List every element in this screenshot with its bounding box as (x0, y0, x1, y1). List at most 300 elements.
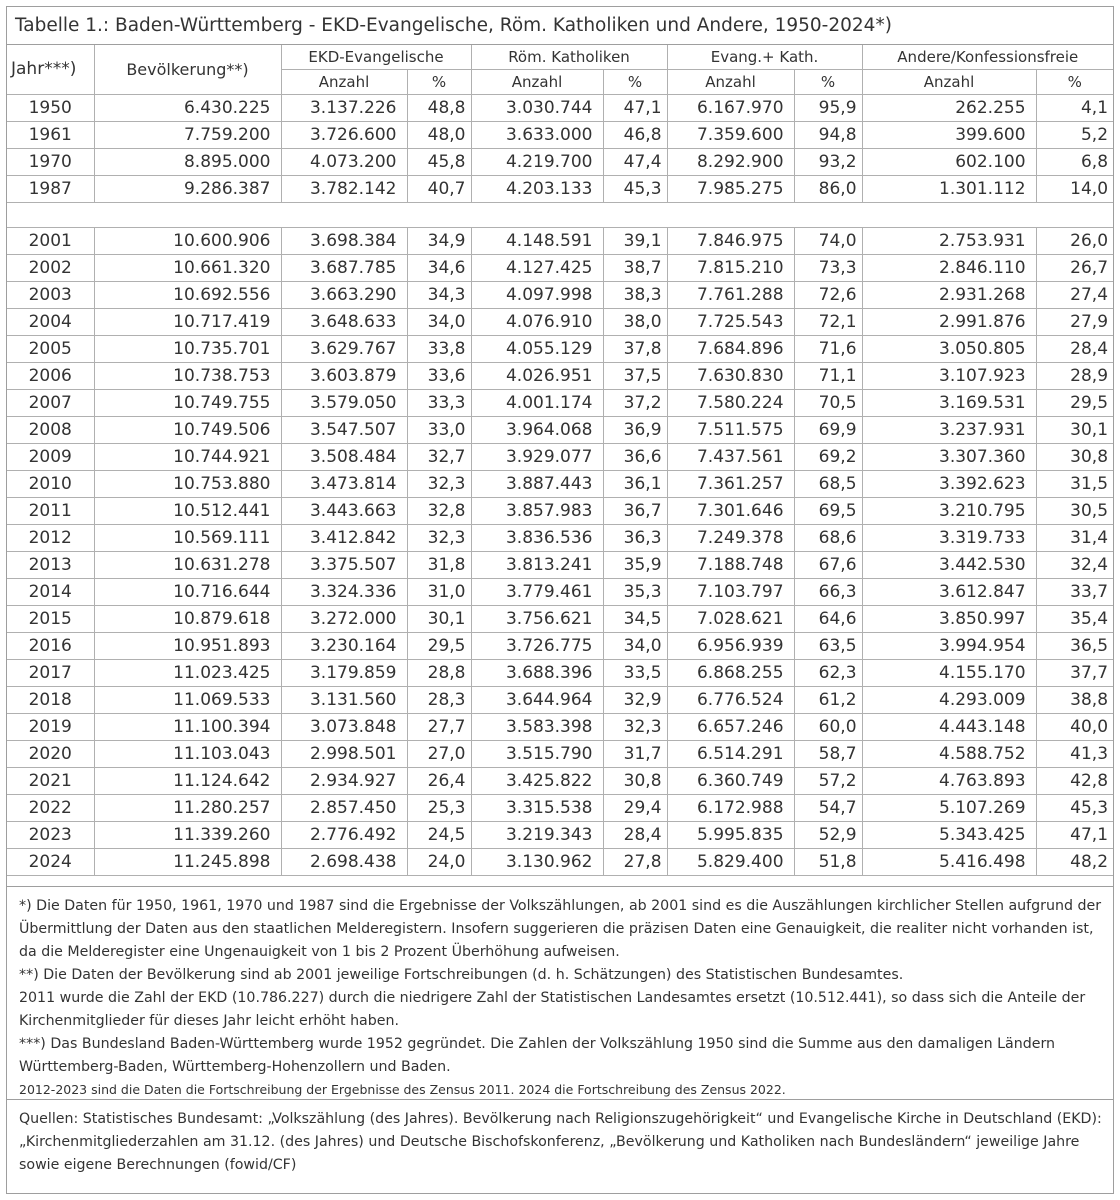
cell-andere-anzahl: 4.763.893 (862, 768, 1036, 795)
cell-andere-anzahl: 3.994.954 (862, 633, 1036, 660)
cell-evk-anzahl: 7.188.748 (667, 552, 794, 579)
cell-ekd-anzahl: 2.998.501 (281, 741, 407, 768)
cell-ekd-pct: 28,3 (407, 687, 471, 714)
cell-ekd-anzahl: 3.131.560 (281, 687, 407, 714)
cell-evk-pct: 69,2 (794, 444, 862, 471)
cell-andere-anzahl: 3.169.531 (862, 390, 1036, 417)
footnote-2: **) Die Daten der Bevölkerung sind ab 2001 jeweilige Fortschreibungen (d. h. Schätzungen) des Statistischen Bundesamtes. (19, 967, 904, 983)
table-row (7, 255, 1113, 282)
cell-andere-pct: 35,4 (1036, 606, 1113, 633)
cell-rk-pct: 46,8 (603, 122, 667, 149)
cell-rk-pct: 32,3 (603, 714, 667, 741)
cell-evk-anzahl: 7.761.288 (667, 282, 794, 309)
cell-ekd-pct: 32,7 (407, 444, 471, 471)
cell-jahr: 2008 (7, 417, 94, 444)
cell-rk-pct: 34,0 (603, 633, 667, 660)
cell-andere-anzahl: 2.753.931 (862, 228, 1036, 255)
cell-ekd-anzahl: 3.648.633 (281, 309, 407, 336)
table-row (7, 498, 1113, 525)
cell-bevoelkerung: 8.895.000 (94, 149, 281, 176)
cell-andere-anzahl: 4.293.009 (862, 687, 1036, 714)
cell-ekd-anzahl: 3.324.336 (281, 579, 407, 606)
cell-evk-anzahl: 7.301.646 (667, 498, 794, 525)
cell-jahr: 2023 (7, 822, 94, 849)
cell-rk-anzahl: 3.030.744 (471, 95, 603, 122)
cell-rk-pct: 34,5 (603, 606, 667, 633)
cell-andere-anzahl: 3.107.923 (862, 363, 1036, 390)
cell-evk-anzahl: 6.514.291 (667, 741, 794, 768)
cell-andere-anzahl: 4.588.752 (862, 741, 1036, 768)
cell-rk-pct: 38,3 (603, 282, 667, 309)
cell-evk-anzahl: 7.249.378 (667, 525, 794, 552)
cell-jahr: 2018 (7, 687, 94, 714)
cell-rk-pct: 37,5 (603, 363, 667, 390)
cell-andere-pct: 4,1 (1036, 95, 1113, 122)
cell-rk-pct: 38,7 (603, 255, 667, 282)
cell-evk-pct: 72,1 (794, 309, 862, 336)
cell-rk-anzahl: 4.076.910 (471, 309, 603, 336)
cell-rk-anzahl: 4.001.174 (471, 390, 603, 417)
cell-evk-pct: 68,6 (794, 525, 862, 552)
cell-ekd-anzahl: 3.443.663 (281, 498, 407, 525)
cell-evk-anzahl: 5.829.400 (667, 849, 794, 876)
cell-rk-pct: 36,9 (603, 417, 667, 444)
header-pct: % (1036, 70, 1113, 95)
cell-ekd-pct: 32,3 (407, 525, 471, 552)
cell-rk-pct: 47,1 (603, 95, 667, 122)
cell-jahr: 2001 (7, 228, 94, 255)
cell-evk-anzahl: 6.360.749 (667, 768, 794, 795)
cell-ekd-anzahl: 3.073.848 (281, 714, 407, 741)
table-row (7, 149, 1113, 176)
cell-ekd-pct: 31,8 (407, 552, 471, 579)
cell-ekd-pct: 40,7 (407, 176, 471, 203)
cell-rk-anzahl: 3.964.068 (471, 417, 603, 444)
cell-rk-anzahl: 3.813.241 (471, 552, 603, 579)
cell-evk-pct: 63,5 (794, 633, 862, 660)
cell-evk-pct: 73,3 (794, 255, 862, 282)
cell-andere-pct: 31,4 (1036, 525, 1113, 552)
cell-evk-pct: 58,7 (794, 741, 862, 768)
cell-evk-pct: 71,6 (794, 336, 862, 363)
cell-rk-anzahl: 3.425.822 (471, 768, 603, 795)
footnote-5: 2012-2023 sind die Daten die Fortschreibung der Ergebnisse des Zensus 2011. 2024 die Fortschreibung des Zensus 2022. (19, 1082, 786, 1097)
cell-bevoelkerung: 11.245.898 (94, 849, 281, 876)
cell-bevoelkerung: 11.069.533 (94, 687, 281, 714)
cell-jahr: 2024 (7, 849, 94, 876)
cell-andere-anzahl: 3.850.997 (862, 606, 1036, 633)
header-evang-kath: Evang.+ Kath. (667, 45, 862, 70)
cell-evk-pct: 66,3 (794, 579, 862, 606)
cell-evk-pct: 67,6 (794, 552, 862, 579)
cell-ekd-anzahl: 4.073.200 (281, 149, 407, 176)
cell-evk-anzahl: 6.868.255 (667, 660, 794, 687)
cell-andere-pct: 31,5 (1036, 471, 1113, 498)
data-table (7, 45, 1113, 876)
cell-ekd-anzahl: 3.179.859 (281, 660, 407, 687)
cell-andere-pct: 28,4 (1036, 336, 1113, 363)
cell-rk-pct: 32,9 (603, 687, 667, 714)
table-row (7, 282, 1113, 309)
table-row (7, 444, 1113, 471)
cell-jahr: 2015 (7, 606, 94, 633)
cell-ekd-anzahl: 3.782.142 (281, 176, 407, 203)
cell-rk-pct: 36,1 (603, 471, 667, 498)
cell-bevoelkerung: 10.744.921 (94, 444, 281, 471)
table-row (7, 525, 1113, 552)
cell-jahr: 1961 (7, 122, 94, 149)
cell-evk-anzahl: 6.657.246 (667, 714, 794, 741)
cell-bevoelkerung: 11.103.043 (94, 741, 281, 768)
cell-ekd-pct: 33,8 (407, 336, 471, 363)
cell-evk-anzahl: 6.776.524 (667, 687, 794, 714)
cell-jahr: 2010 (7, 471, 94, 498)
table-row (7, 849, 1113, 876)
cell-andere-pct: 36,5 (1036, 633, 1113, 660)
header-pct: % (407, 70, 471, 95)
cell-evk-anzahl: 7.359.600 (667, 122, 794, 149)
cell-rk-pct: 38,0 (603, 309, 667, 336)
cell-bevoelkerung: 11.100.394 (94, 714, 281, 741)
cell-rk-anzahl: 3.644.964 (471, 687, 603, 714)
table-row (7, 417, 1113, 444)
table-row (7, 768, 1113, 795)
cell-ekd-anzahl: 3.375.507 (281, 552, 407, 579)
cell-ekd-anzahl: 2.857.450 (281, 795, 407, 822)
cell-andere-anzahl: 3.442.530 (862, 552, 1036, 579)
cell-ekd-pct: 45,8 (407, 149, 471, 176)
cell-bevoelkerung: 10.512.441 (94, 498, 281, 525)
cell-evk-anzahl: 7.580.224 (667, 390, 794, 417)
cell-bevoelkerung: 10.738.753 (94, 363, 281, 390)
cell-rk-pct: 35,3 (603, 579, 667, 606)
cell-ekd-pct: 29,5 (407, 633, 471, 660)
cell-evk-pct: 57,2 (794, 768, 862, 795)
cell-jahr: 2022 (7, 795, 94, 822)
cell-rk-pct: 39,1 (603, 228, 667, 255)
header-rk: Röm. Katholiken (471, 45, 667, 70)
cell-evk-anzahl: 7.630.830 (667, 363, 794, 390)
cell-rk-anzahl: 3.836.536 (471, 525, 603, 552)
sources (7, 1102, 1113, 1177)
table-row (7, 552, 1113, 579)
cell-rk-pct: 37,2 (603, 390, 667, 417)
cell-ekd-pct: 30,1 (407, 606, 471, 633)
cell-rk-pct: 31,7 (603, 741, 667, 768)
cell-andere-anzahl: 3.050.805 (862, 336, 1036, 363)
cell-rk-anzahl: 3.688.396 (471, 660, 603, 687)
table-row (7, 714, 1113, 741)
cell-andere-pct: 29,5 (1036, 390, 1113, 417)
cell-ekd-pct: 31,0 (407, 579, 471, 606)
cell-bevoelkerung: 10.749.506 (94, 417, 281, 444)
cell-rk-anzahl: 4.055.129 (471, 336, 603, 363)
cell-bevoelkerung: 10.631.278 (94, 552, 281, 579)
cell-rk-anzahl: 3.779.461 (471, 579, 603, 606)
cell-andere-pct: 14,0 (1036, 176, 1113, 203)
cell-jahr: 2002 (7, 255, 94, 282)
table-row (7, 309, 1113, 336)
cell-bevoelkerung: 10.951.893 (94, 633, 281, 660)
cell-bevoelkerung: 10.879.618 (94, 606, 281, 633)
cell-bevoelkerung: 11.023.425 (94, 660, 281, 687)
cell-ekd-anzahl: 2.776.492 (281, 822, 407, 849)
table-row (7, 741, 1113, 768)
cell-ekd-pct: 33,0 (407, 417, 471, 444)
cell-evk-anzahl: 7.361.257 (667, 471, 794, 498)
table-row (7, 822, 1113, 849)
cell-ekd-anzahl: 3.547.507 (281, 417, 407, 444)
cell-jahr: 1970 (7, 149, 94, 176)
cell-bevoelkerung: 10.735.701 (94, 336, 281, 363)
header-anzahl: Anzahl (667, 70, 794, 95)
cell-rk-anzahl: 3.929.077 (471, 444, 603, 471)
cell-jahr: 2011 (7, 498, 94, 525)
cell-jahr: 2012 (7, 525, 94, 552)
cell-jahr: 2013 (7, 552, 94, 579)
cell-andere-pct: 38,8 (1036, 687, 1113, 714)
cell-andere-pct: 26,7 (1036, 255, 1113, 282)
cell-ekd-pct: 34,3 (407, 282, 471, 309)
header-anzahl: Anzahl (862, 70, 1036, 95)
cell-bevoelkerung: 7.759.200 (94, 122, 281, 149)
cell-ekd-pct: 32,8 (407, 498, 471, 525)
header-pct: % (603, 70, 667, 95)
table-frame (6, 6, 1114, 1194)
cell-jahr: 2014 (7, 579, 94, 606)
cell-rk-pct: 28,4 (603, 822, 667, 849)
cell-rk-pct: 45,3 (603, 176, 667, 203)
cell-bevoelkerung: 9.286.387 (94, 176, 281, 203)
cell-jahr: 2005 (7, 336, 94, 363)
cell-evk-pct: 93,2 (794, 149, 862, 176)
cell-ekd-pct: 33,6 (407, 363, 471, 390)
cell-bevoelkerung: 11.339.260 (94, 822, 281, 849)
cell-jahr: 2006 (7, 363, 94, 390)
cell-jahr: 2020 (7, 741, 94, 768)
cell-evk-anzahl: 7.437.561 (667, 444, 794, 471)
cell-andere-pct: 32,4 (1036, 552, 1113, 579)
cell-rk-anzahl: 4.127.425 (471, 255, 603, 282)
cell-evk-anzahl: 7.846.975 (667, 228, 794, 255)
cell-ekd-anzahl: 3.473.814 (281, 471, 407, 498)
cell-evk-anzahl: 7.815.210 (667, 255, 794, 282)
cell-rk-pct: 36,6 (603, 444, 667, 471)
cell-andere-pct: 48,2 (1036, 849, 1113, 876)
cell-rk-anzahl: 3.857.983 (471, 498, 603, 525)
table-row (7, 95, 1113, 122)
cell-ekd-anzahl: 3.603.879 (281, 363, 407, 390)
header-anzahl: Anzahl (281, 70, 407, 95)
header-andere: Andere/Konfessionsfreie (862, 45, 1113, 70)
cell-rk-anzahl: 4.219.700 (471, 149, 603, 176)
footnote-3: 2011 wurde die Zahl der EKD (10.786.227) durch die niedrigere Zahl der Statistischen Landesamtes ersetzt (10.512.441), so dass sich die Anteile der Kirchenmitglieder für dieses Jahr leicht erhöht haben. (19, 990, 1086, 1029)
cell-evk-pct: 51,8 (794, 849, 862, 876)
cell-rk-pct: 30,8 (603, 768, 667, 795)
cell-ekd-pct: 32,3 (407, 471, 471, 498)
cell-rk-anzahl: 3.583.398 (471, 714, 603, 741)
cell-rk-anzahl: 3.219.343 (471, 822, 603, 849)
cell-ekd-anzahl: 3.726.600 (281, 122, 407, 149)
cell-evk-anzahl: 6.172.988 (667, 795, 794, 822)
cell-andere-anzahl: 3.319.733 (862, 525, 1036, 552)
footnote-1: *) Die Daten für 1950, 1961, 1970 und 1987 sind die Ergebnisse der Volkszählungen, ab 2001 sind es die Auszählungen kirchlicher Stellen aufgrund der Übermittlung der Daten aus den staatlichen Melderegistern. Insofern suggerieren die präzisen Daten eine Genauigkeit, die realiter nicht vorhanden ist, da die Melderegister eine Ungenauigkeit von 1 bis 2 Prozent Überhöhung aufweisen. (19, 898, 1102, 960)
cell-ekd-anzahl: 3.663.290 (281, 282, 407, 309)
cell-rk-anzahl: 3.130.962 (471, 849, 603, 876)
cell-andere-anzahl: 2.991.876 (862, 309, 1036, 336)
cell-bevoelkerung: 11.280.257 (94, 795, 281, 822)
cell-andere-anzahl: 1.301.112 (862, 176, 1036, 203)
cell-evk-anzahl: 8.292.900 (667, 149, 794, 176)
cell-evk-anzahl: 7.028.621 (667, 606, 794, 633)
cell-evk-pct: 94,8 (794, 122, 862, 149)
cell-bevoelkerung: 10.753.880 (94, 471, 281, 498)
table-row (7, 687, 1113, 714)
cell-evk-pct: 60,0 (794, 714, 862, 741)
cell-ekd-pct: 28,8 (407, 660, 471, 687)
cell-andere-anzahl: 399.600 (862, 122, 1036, 149)
header-anzahl: Anzahl (471, 70, 603, 95)
cell-ekd-pct: 27,0 (407, 741, 471, 768)
cell-bevoelkerung: 10.600.906 (94, 228, 281, 255)
cell-evk-anzahl: 7.725.543 (667, 309, 794, 336)
cell-andere-pct: 5,2 (1036, 122, 1113, 149)
cell-andere-pct: 33,7 (1036, 579, 1113, 606)
cell-rk-pct: 37,8 (603, 336, 667, 363)
footnotes (7, 886, 1113, 1100)
cell-evk-pct: 71,1 (794, 363, 862, 390)
cell-andere-anzahl: 3.612.847 (862, 579, 1036, 606)
cell-evk-anzahl: 7.684.896 (667, 336, 794, 363)
cell-andere-pct: 30,1 (1036, 417, 1113, 444)
cell-evk-anzahl: 5.995.835 (667, 822, 794, 849)
cell-rk-pct: 33,5 (603, 660, 667, 687)
cell-ekd-anzahl: 3.687.785 (281, 255, 407, 282)
cell-andere-anzahl: 4.155.170 (862, 660, 1036, 687)
cell-andere-pct: 47,1 (1036, 822, 1113, 849)
header-pct: % (794, 70, 862, 95)
cell-rk-anzahl: 3.633.000 (471, 122, 603, 149)
cell-andere-pct: 45,3 (1036, 795, 1113, 822)
separator-cell (7, 203, 1113, 228)
cell-andere-anzahl: 3.210.795 (862, 498, 1036, 525)
cell-ekd-anzahl: 3.412.842 (281, 525, 407, 552)
cell-evk-anzahl: 7.103.797 (667, 579, 794, 606)
cell-andere-pct: 30,8 (1036, 444, 1113, 471)
cell-bevoelkerung: 10.716.644 (94, 579, 281, 606)
table-row (7, 390, 1113, 417)
table-row (7, 660, 1113, 687)
table-row (7, 579, 1113, 606)
cell-bevoelkerung: 10.717.419 (94, 309, 281, 336)
cell-evk-anzahl: 6.167.970 (667, 95, 794, 122)
cell-andere-pct: 27,9 (1036, 309, 1113, 336)
table-row (7, 228, 1113, 255)
cell-andere-anzahl: 5.343.425 (862, 822, 1036, 849)
cell-evk-anzahl: 7.511.575 (667, 417, 794, 444)
cell-bevoelkerung: 10.749.755 (94, 390, 281, 417)
cell-bevoelkerung: 10.569.111 (94, 525, 281, 552)
cell-andere-pct: 27,4 (1036, 282, 1113, 309)
separator-row (7, 203, 1113, 228)
cell-andere-pct: 30,5 (1036, 498, 1113, 525)
cell-jahr: 2019 (7, 714, 94, 741)
cell-evk-pct: 86,0 (794, 176, 862, 203)
cell-andere-pct: 28,9 (1036, 363, 1113, 390)
cell-evk-pct: 69,5 (794, 498, 862, 525)
cell-andere-anzahl: 2.931.268 (862, 282, 1036, 309)
cell-jahr: 1987 (7, 176, 94, 203)
cell-andere-anzahl: 262.255 (862, 95, 1036, 122)
cell-jahr: 2004 (7, 309, 94, 336)
cell-andere-pct: 42,8 (1036, 768, 1113, 795)
cell-ekd-pct: 48,8 (407, 95, 471, 122)
sources-text: Quellen: Statistisches Bundesamt: „Volkszählung (des Jahres). Bevölkerung nach Religionszugehörigkeit“ und Evangelische Kirche in Deutschland (EKD): „Kirchenmitgliederzahlen am 31.12. (des Jahres) und Deutsche Bischofskonferenz, „Bevölkerung und Katholiken nach Bundesländern“ jeweilige Jahre sowie eigene Berechnungen (fowid/CF) (19, 1111, 1102, 1173)
cell-andere-pct: 40,0 (1036, 714, 1113, 741)
cell-andere-anzahl: 3.392.623 (862, 471, 1036, 498)
cell-evk-pct: 61,2 (794, 687, 862, 714)
cell-jahr: 1950 (7, 95, 94, 122)
cell-bevoelkerung: 10.692.556 (94, 282, 281, 309)
cell-ekd-pct: 27,7 (407, 714, 471, 741)
cell-rk-pct: 27,8 (603, 849, 667, 876)
footnote-4: ***) Das Bundesland Baden-Württemberg wurde 1952 gegründet. Die Zahlen der Volkszählung 1950 sind die Summe aus den damaligen Ländern Württemberg-Baden, Württemberg-Hohenzollern und Baden. (19, 1036, 1056, 1075)
cell-ekd-anzahl: 3.272.000 (281, 606, 407, 633)
cell-evk-pct: 52,9 (794, 822, 862, 849)
cell-ekd-pct: 34,9 (407, 228, 471, 255)
cell-ekd-pct: 24,0 (407, 849, 471, 876)
cell-ekd-pct: 48,0 (407, 122, 471, 149)
cell-andere-anzahl: 602.100 (862, 149, 1036, 176)
cell-bevoelkerung: 6.430.225 (94, 95, 281, 122)
table-row (7, 633, 1113, 660)
cell-evk-pct: 64,6 (794, 606, 862, 633)
cell-andere-pct: 37,7 (1036, 660, 1113, 687)
cell-jahr: 2003 (7, 282, 94, 309)
cell-rk-anzahl: 4.203.133 (471, 176, 603, 203)
cell-andere-pct: 41,3 (1036, 741, 1113, 768)
cell-ekd-pct: 26,4 (407, 768, 471, 795)
table-row (7, 363, 1113, 390)
table-row (7, 606, 1113, 633)
cell-rk-pct: 36,3 (603, 525, 667, 552)
cell-ekd-anzahl: 3.579.050 (281, 390, 407, 417)
cell-ekd-pct: 34,6 (407, 255, 471, 282)
table-row (7, 336, 1113, 363)
cell-rk-anzahl: 3.887.443 (471, 471, 603, 498)
cell-rk-pct: 36,7 (603, 498, 667, 525)
cell-ekd-anzahl: 3.137.226 (281, 95, 407, 122)
cell-ekd-anzahl: 2.934.927 (281, 768, 407, 795)
cell-evk-anzahl: 7.985.275 (667, 176, 794, 203)
cell-rk-pct: 35,9 (603, 552, 667, 579)
table-row (7, 795, 1113, 822)
cell-bevoelkerung: 11.124.642 (94, 768, 281, 795)
cell-ekd-anzahl: 3.508.484 (281, 444, 407, 471)
cell-jahr: 2017 (7, 660, 94, 687)
cell-evk-pct: 68,5 (794, 471, 862, 498)
cell-rk-anzahl: 4.026.951 (471, 363, 603, 390)
cell-evk-pct: 54,7 (794, 795, 862, 822)
cell-ekd-pct: 24,5 (407, 822, 471, 849)
cell-jahr: 2007 (7, 390, 94, 417)
cell-rk-anzahl: 3.315.538 (471, 795, 603, 822)
cell-evk-pct: 74,0 (794, 228, 862, 255)
cell-evk-pct: 69,9 (794, 417, 862, 444)
cell-andere-anzahl: 5.416.498 (862, 849, 1036, 876)
table-row (7, 122, 1113, 149)
cell-ekd-pct: 25,3 (407, 795, 471, 822)
